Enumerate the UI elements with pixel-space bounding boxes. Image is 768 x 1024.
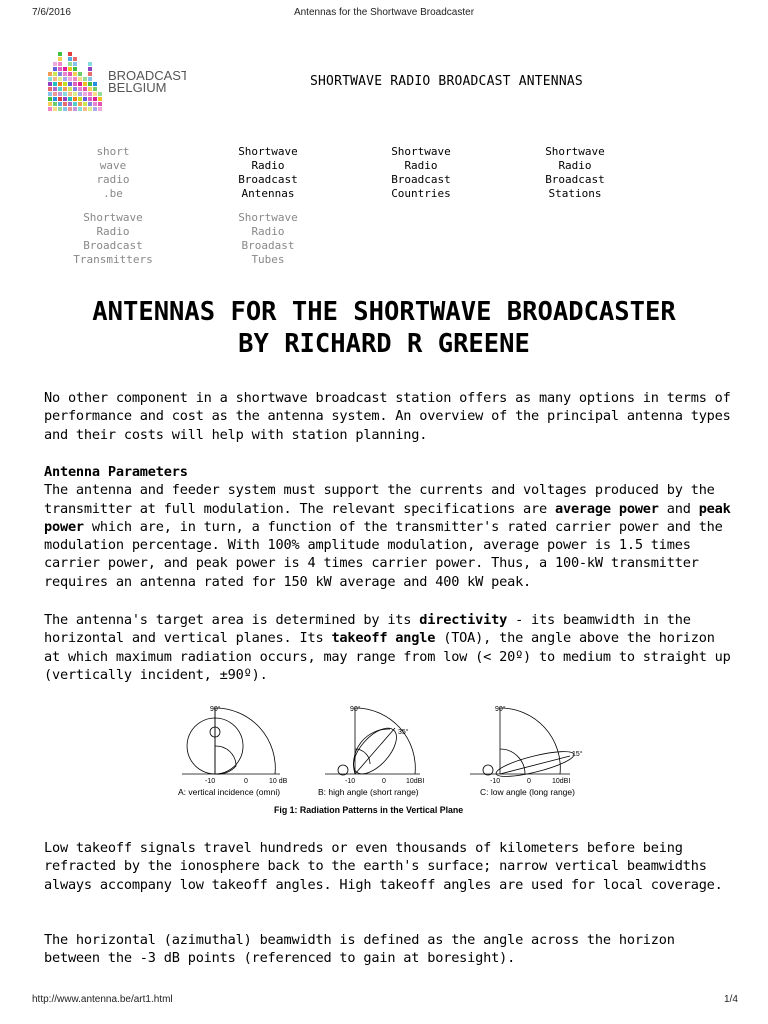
logo-bar-segment [63, 102, 67, 106]
panel-b-diagram [325, 708, 420, 781]
panel-a-tick: -10 [205, 778, 216, 785]
logo-bar-segment [83, 107, 87, 111]
logo-bar-segment [88, 87, 92, 91]
nav-line: Radio [558, 159, 592, 172]
panel-a-tick: 0 [244, 778, 248, 785]
logo-bar-segment [63, 67, 67, 71]
logo-bar-segment [68, 97, 72, 101]
logo-bar-segment [48, 102, 52, 106]
logo-bar-segment [68, 72, 72, 76]
logo-bar-segment [58, 107, 62, 111]
logo-bar-segment [83, 102, 87, 106]
horizontal-beamwidth-paragraph: The horizontal (azimuthal) beamwidth is defined as the angle across the horizon between the -3 dB points (referenced to gain at boresight). [44, 932, 675, 967]
panel-c-tick: -10 [490, 778, 501, 785]
figure-caption: Fig 1: Radiation Patterns in the Vertical Plane [274, 805, 464, 815]
panel-a-top-label: 90° [210, 706, 221, 713]
logo-bar-segment [48, 87, 52, 91]
antenna-parameters-section [44, 463, 734, 591]
nav-item-countries[interactable] [366, 145, 476, 201]
logo-bar-segment [63, 72, 67, 76]
logo-bar-segment [53, 67, 57, 71]
logo-bar-segment [73, 97, 77, 101]
nav-line: Broadcast [83, 239, 143, 252]
panel-b-tick: -10 [345, 778, 356, 785]
logo-bar-segment [73, 57, 77, 61]
logo-bar-segment [58, 57, 62, 61]
logo-bar-segment [93, 92, 97, 96]
section-heading: Antenna Parameters [44, 464, 188, 480]
logo-bar-segment [53, 87, 57, 91]
logo-bar-segment [78, 82, 82, 86]
logo-bar-segment [48, 72, 52, 76]
term-takeoff-angle: takeoff angle [331, 630, 436, 647]
nav-line: Transmitters [73, 253, 153, 266]
nav-line: Antennas [241, 187, 295, 200]
nav-line: Shortwave [391, 145, 451, 158]
panel-b-caption: B: high angle (short range) [318, 787, 419, 797]
print-page-number: 1/4 [724, 994, 738, 1005]
nav-item-shortwaveradio-be[interactable] [58, 145, 168, 201]
logo-bar-segment [53, 92, 57, 96]
article-title-line2: BY RICHARD R GREENE [238, 329, 530, 359]
logo-bar-segment [73, 77, 77, 81]
panel-a-tick: 10 dB [269, 778, 288, 785]
term-average-power: average power [554, 500, 659, 517]
panel-a-caption: A: vertical incidence (omni) [178, 787, 281, 797]
logo-bar-segment [58, 77, 62, 81]
text-run: and [658, 500, 699, 517]
logo-bar-segment [53, 62, 57, 66]
logo-bar-segment [88, 72, 92, 76]
logo-bar-segment [88, 67, 92, 71]
nav-line: radio [96, 173, 130, 186]
text-run: - its beamwidth in the horizontal and vertical planes. Its [44, 612, 691, 647]
logo-bar-segment [53, 77, 57, 81]
article-title [30, 296, 738, 360]
panel-a-diagram [182, 708, 280, 774]
text-run: which are, in turn, a function of the transmitter's rated carrier power and the modulation percentage. With 100% amplitude modulation, average power is 1.5 times carrier power, and peak power is 4 times carrier power. Thus, a 100-kW transmitter requires an antenna rated for 150 kW average and 400 kW peak. [44, 518, 723, 590]
logo-bar-segment [78, 77, 82, 81]
logo-bar-segment [53, 97, 57, 101]
logo-bar-segment [78, 107, 82, 111]
logo-bar-segment [88, 77, 92, 81]
nav-item-stations[interactable] [520, 145, 630, 201]
logo-bar-segment [58, 82, 62, 86]
logo-bar-segment [68, 52, 72, 56]
logo-bar-segment [88, 107, 92, 111]
logo-bar-segment [83, 87, 87, 91]
panel-c-tick: 10dBI [552, 778, 571, 785]
panel-c-angle-label: 15° [572, 751, 583, 758]
logo-bar-segment [58, 62, 62, 66]
logo-bar-segment [98, 97, 102, 101]
term-peak-power: peak power [44, 500, 731, 535]
nav-line: Tubes [251, 253, 285, 266]
text-run: The antenna and feeder system must support the currents and voltages produced by the transmitter at full modulation. The relevant specifications are [44, 482, 715, 517]
intro-paragraph: No other component in a shortwave broadcast station offers as many options in terms of performance and cost as the antenna system. An overview of the principal antenna types and their costs will help with station planning. [44, 390, 731, 443]
logo-bar-segment [98, 102, 102, 106]
logo-bar-segment [88, 92, 92, 96]
nav-line: Shortwave [238, 211, 298, 224]
logo-bar-segment [68, 57, 72, 61]
print-title: Antennas for the Shortwave Broadcaster [293, 7, 475, 18]
logo-bar-segment [73, 62, 77, 66]
logo-bar-segment [68, 107, 72, 111]
logo-bar-segment [53, 72, 57, 76]
nav-line: Broadcast [238, 173, 298, 186]
logo-bar-segment [63, 92, 67, 96]
panel-c-caption: C: low angle (long range) [480, 787, 575, 797]
print-date: 7/6/2016 [32, 7, 71, 18]
logo-bar-segment [88, 62, 92, 66]
logo-bar-segment [73, 102, 77, 106]
text-run: (TOA), the angle above the horizon at which maximum radiation occurs, may range from low (< 20º) to medium to straight up (vertically incident, ±90º). [44, 630, 731, 683]
logo-bar-segment [48, 97, 52, 101]
radiation-pattern-figure [170, 704, 610, 824]
logo-bar-segment [83, 77, 87, 81]
logo-bar-segment [93, 97, 97, 101]
logo-bar-segment [58, 52, 62, 56]
article-title-line1: ANTENNAS FOR THE SHORTWAVE BROADCASTER [92, 297, 676, 327]
panel-b-tick: 0 [382, 778, 386, 785]
logo-bar-segment [68, 102, 72, 106]
logo-bar-segment [88, 82, 92, 86]
logo-bar-segment [68, 87, 72, 91]
term-directivity: directivity [419, 612, 508, 628]
logo-bar-segment [53, 107, 57, 111]
logo-bar-segment [83, 82, 87, 86]
logo-bar-segment [78, 102, 82, 106]
print-url: http://www.antenna.be/art1.html [32, 994, 173, 1005]
logo-bar-segment [88, 102, 92, 106]
nav-line: short [96, 145, 130, 158]
nav-line: Broadcast [545, 173, 605, 186]
nav-line: Shortwave [545, 145, 605, 158]
logo-bar-segment [58, 87, 62, 91]
logo-bar-segment [58, 92, 62, 96]
low-takeoff-paragraph: Low takeoff signals travel hundreds or even thousands of kilometers before being refracted by the ionosphere back to the earth's surface; narrow vertical beamwidths always accompany low takeoff angles. High takeoff angles are used for local coverage. [44, 840, 723, 893]
logo-bar-segment [98, 92, 102, 96]
panel-b-top-label: 90° [350, 706, 361, 713]
logo-bar-segment [78, 72, 82, 76]
nav-line: Radio [251, 225, 285, 238]
logo-bar-segment [63, 77, 67, 81]
logo-bar-segment [93, 87, 97, 91]
logo-bars-icon [46, 48, 186, 114]
site-title: SHORTWAVE RADIO BROADCAST ANTENNAS [310, 74, 583, 89]
logo-bar-segment [93, 102, 97, 106]
logo-bar-segment [78, 97, 82, 101]
logo-bar-segment [73, 92, 77, 96]
logo-bar-segment [78, 92, 82, 96]
logo-bar-segment [58, 67, 62, 71]
nav-line: Radio [251, 159, 285, 172]
panel-c-top-label: 90° [495, 706, 506, 713]
nav-line: Broadast [241, 239, 295, 252]
logo-bar-segment [48, 82, 52, 86]
nav-item-transmitters[interactable] [58, 211, 168, 267]
logo-bar-segment [48, 107, 52, 111]
logo-bar-segment [58, 72, 62, 76]
logo-bar-segment [73, 87, 77, 91]
logo-bar-segment [58, 97, 62, 101]
logo-bar-segment [63, 87, 67, 91]
logo-bar-segment [68, 62, 72, 66]
logo-bar-segment [53, 82, 57, 86]
logo-bar-segment [83, 92, 87, 96]
nav-line: Stations [548, 187, 602, 200]
text-run: The antenna's target area is determined by its [44, 612, 420, 628]
logo-bar-segment [58, 102, 62, 106]
logo-bar-segment [63, 107, 67, 111]
logo-bar-segment [83, 97, 87, 101]
logo-bar-segment [48, 77, 52, 81]
logo-bar-segment [68, 82, 72, 86]
broadcast-belgium-logo[interactable] [46, 48, 186, 114]
panel-c-diagram [470, 708, 576, 781]
logo-bar-segment [63, 97, 67, 101]
panel-c-tick: 0 [527, 778, 531, 785]
nav-line: Radio [96, 225, 130, 238]
logo-line2: BELGIUM [108, 80, 167, 95]
logo-bar-segment [53, 102, 57, 106]
logo-bar-segment [73, 82, 77, 86]
logo-bar-segment [68, 77, 72, 81]
nav-item-antennas[interactable] [213, 145, 323, 201]
logo-bar-segment [73, 67, 77, 71]
nav-line: Countries [391, 187, 451, 200]
logo-bar-segment [68, 67, 72, 71]
logo-bar-segment [93, 107, 97, 111]
logo-bar-segment [48, 92, 52, 96]
logo-bar-segment [78, 87, 82, 91]
logo-bar-segment [73, 107, 77, 111]
logo-bar-segment [98, 107, 102, 111]
panel-b-angle-label: 35° [398, 729, 409, 736]
nav-line: Broadcast [391, 173, 451, 186]
nav-item-tubes[interactable] [213, 211, 323, 267]
logo-bar-segment [63, 82, 67, 86]
logo-bar-segment [93, 82, 97, 86]
logo-bar-segment [68, 92, 72, 96]
nav-line: Shortwave [83, 211, 143, 224]
panel-b-tick: 10dBI [406, 778, 425, 785]
directivity-paragraph [44, 611, 734, 684]
nav-line: Radio [404, 159, 438, 172]
nav-line: .be [103, 187, 123, 200]
nav-line: wave [99, 159, 127, 172]
nav-line: Shortwave [238, 145, 298, 158]
logo-bar-segment [88, 97, 92, 101]
logo-line1: BROADCAST [108, 68, 186, 83]
logo-bar-segment [73, 72, 77, 76]
